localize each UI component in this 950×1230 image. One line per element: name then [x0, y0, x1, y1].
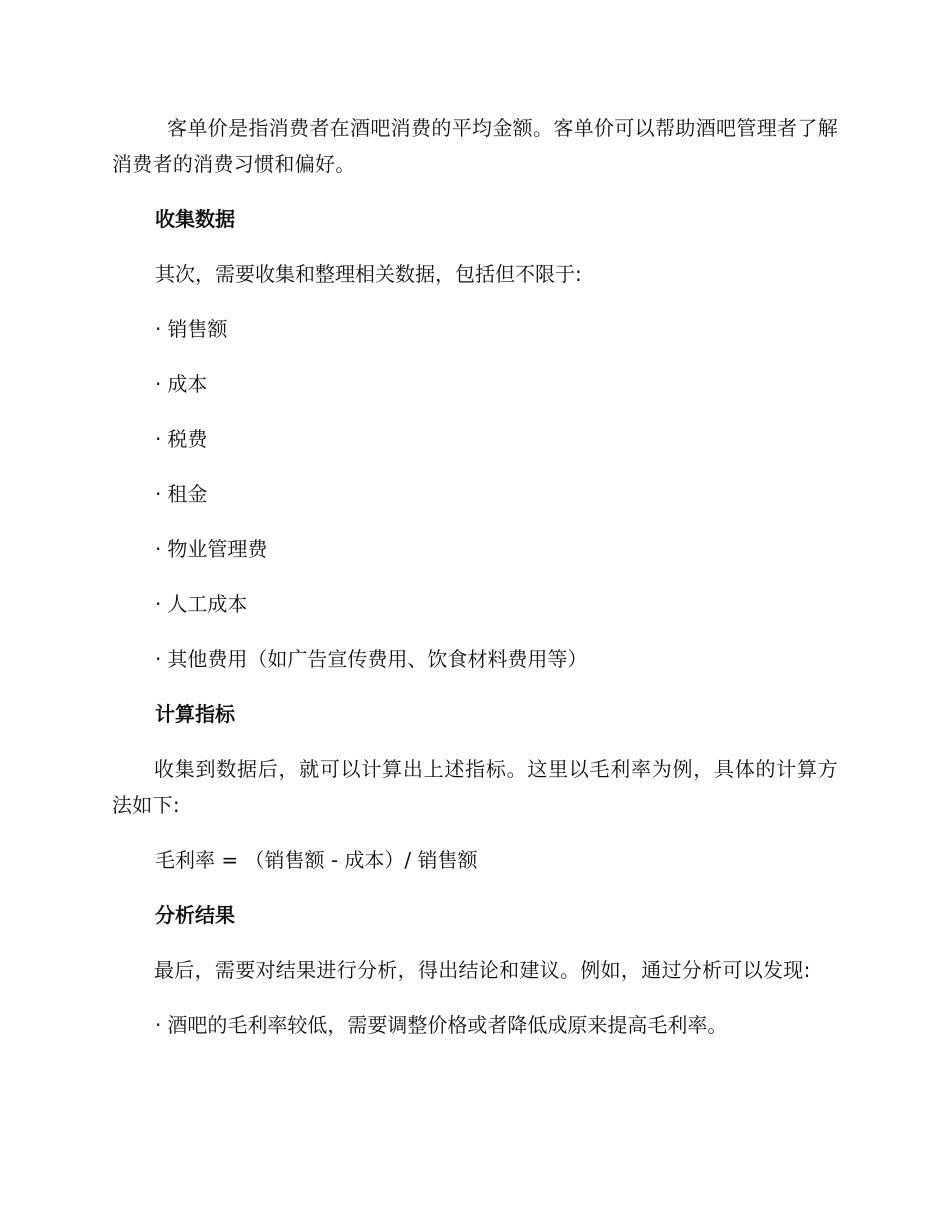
list-item-text: 销售额: [167, 317, 228, 341]
list-item-text: 人工成本: [167, 592, 248, 616]
list-item-text: 酒吧的毛利率较低，需要调整价格或者降低成原来提高毛利率。: [167, 1013, 728, 1037]
bullet-marker: ·: [155, 537, 162, 561]
bullet-marker: ·: [155, 427, 162, 451]
list-item: [112, 531, 838, 567]
list-item: [112, 421, 838, 457]
section-text-analyze-results: 最后，需要对结果进行分析，得出结论和建议。例如，通过分析可以发现:: [154, 958, 811, 982]
section-text-calculate-metrics: 收集到数据后，就可以计算出上述指标。这里以毛利率为例，具体的计算方法如下:: [112, 757, 838, 817]
bullet-marker: ·: [155, 592, 162, 616]
bullet-marker: ·: [155, 1013, 162, 1037]
list-item-text: 物业管理费: [167, 537, 268, 561]
list-item: [112, 586, 838, 622]
section-heading-collect-data: 收集数据: [155, 207, 235, 231]
formula: 毛利率 = （销售额 - 成本）/ 销售额: [155, 848, 478, 872]
list-item: [112, 476, 838, 512]
bullet-marker: ·: [155, 482, 162, 506]
list-item: [112, 311, 838, 347]
section-heading-calculate-metrics: 计算指标: [155, 702, 235, 726]
section-text-collect-data: 其次，需要收集和整理相关数据，包括但不限于:: [155, 262, 582, 286]
list-item: [112, 641, 838, 677]
section-heading-analyze-results: 分析结果: [155, 903, 235, 927]
list-item: [112, 366, 838, 402]
bullet-marker: ·: [155, 317, 162, 341]
list-item-text: 租金: [167, 482, 208, 506]
bullet-marker: ·: [155, 372, 162, 396]
intro-paragraph: 客单价是指消费者在酒吧消费的平均金额。客单价可以帮助酒吧管理者了解消费者的消费习惯和偏好。: [112, 116, 838, 176]
list-item: [112, 1007, 838, 1043]
bullet-marker: ·: [155, 647, 162, 671]
list-item-text: 成本: [167, 372, 208, 396]
list-item-text: 税费: [167, 427, 208, 451]
list-item-text: 其他费用（如广告宣传费用、饮食材料费用等）: [167, 647, 588, 671]
